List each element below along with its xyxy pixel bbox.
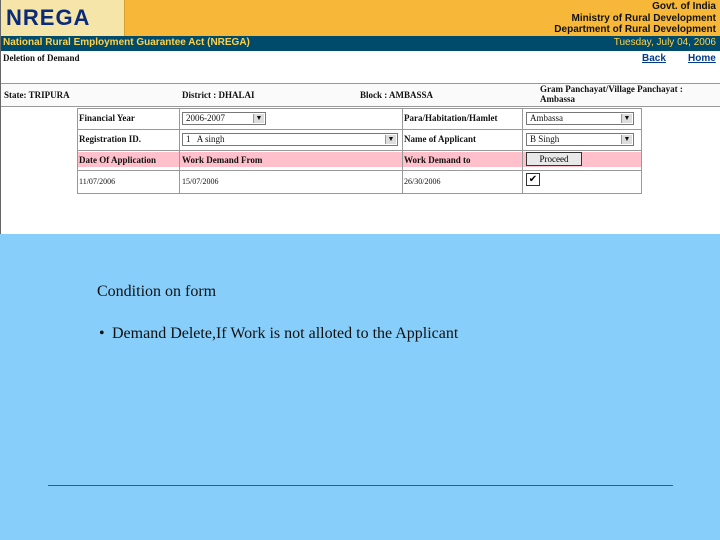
panchayat-label: Gram Panchayat/Village Panchayat : Ambassa: [540, 84, 683, 104]
page-title: Deletion of Demand: [3, 53, 80, 63]
back-link[interactable]: Back: [642, 53, 666, 64]
registration-label: Registration ID.: [79, 134, 141, 144]
applicant-value: B Singh: [530, 134, 560, 144]
proceed-button[interactable]: Proceed: [526, 152, 582, 166]
chevron-down-icon: ▼: [621, 135, 632, 144]
financial-year-select[interactable]: [182, 112, 266, 125]
screenshot-panel: [0, 0, 720, 234]
home-link[interactable]: Home: [688, 53, 716, 64]
location-row: [0, 83, 720, 107]
work-from-label: Work Demand From: [182, 155, 263, 165]
org-line-1: Govt. of India: [652, 1, 716, 12]
delete-checkbox[interactable]: ✔: [526, 173, 540, 186]
condition-text: Demand Delete,If Work is not alloted to the Applicant: [112, 325, 459, 342]
para-value: Ambassa: [530, 113, 563, 123]
chevron-down-icon: ▼: [385, 135, 396, 144]
work-to-label: Work Demand to: [404, 155, 471, 165]
financial-year-label: Financial Year: [79, 113, 135, 123]
left-border: [0, 0, 1, 234]
org-line-3: Department of Rural Development: [554, 24, 716, 35]
title-bar: [0, 36, 720, 51]
logo-text: NREGA: [6, 5, 91, 30]
applicant-select[interactable]: [526, 133, 634, 146]
header-banner: [0, 0, 720, 36]
date-label: Tuesday, July 04, 2006: [613, 37, 716, 48]
org-line-2: Ministry of Rural Development: [571, 13, 716, 24]
act-title: National Rural Employment Guarantee Act (NREGA): [3, 37, 250, 48]
condition-bullet: [99, 325, 458, 343]
registration-value: 1 A singh: [186, 134, 225, 144]
work-to-value: 26/30/2006: [404, 177, 441, 186]
condition-heading: Condition on form: [97, 283, 217, 300]
para-select[interactable]: [526, 112, 634, 125]
district-label: District : DHALAI: [182, 90, 255, 100]
para-label: Para/Habitation/Hamlet: [404, 113, 498, 123]
sub-header: [0, 53, 720, 67]
nrega-logo: [0, 0, 125, 36]
state-label: State: TRIPURA: [4, 90, 70, 100]
date-app-label: Date Of Application: [79, 155, 157, 165]
chevron-down-icon: ▼: [621, 114, 632, 123]
bottom-rule: [48, 485, 673, 486]
financial-year-value: 2006-2007: [186, 113, 225, 123]
block-label: Block : AMBASSA: [360, 90, 434, 100]
registration-select[interactable]: [182, 133, 398, 146]
work-from-value: 15/07/2006: [182, 177, 219, 186]
date-app-value: 11/07/2006: [79, 177, 116, 186]
applicant-label: Name of Applicant: [404, 134, 476, 144]
chevron-down-icon: ▼: [253, 114, 264, 123]
bullet-icon: •: [99, 325, 105, 342]
